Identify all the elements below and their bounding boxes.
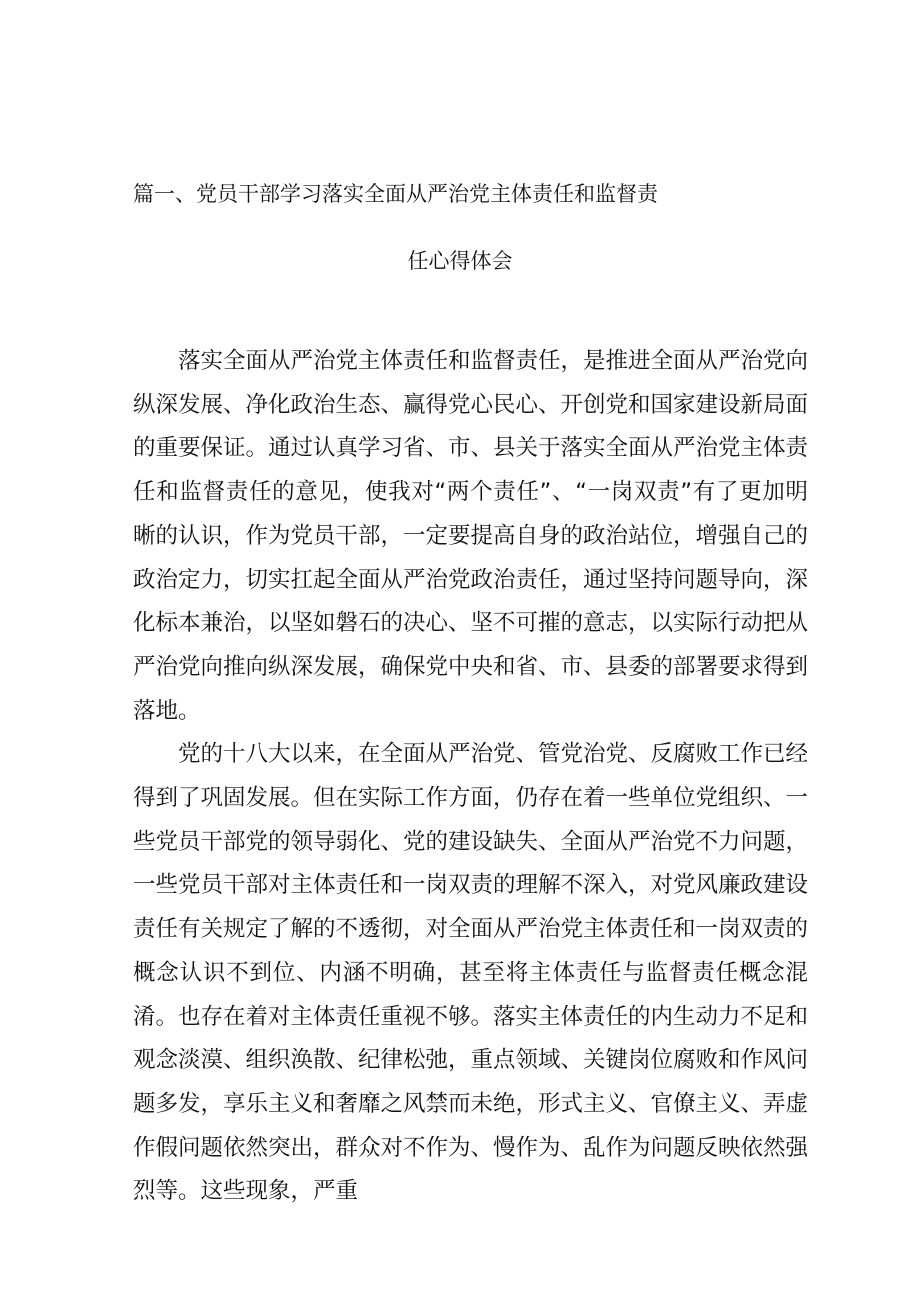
document-body <box>133 340 808 1214</box>
paragraph-1: 落实全面从严治党主体责任和监督责任，是推进全面从严治党向纵深发展、净化政治生态、赢得党心民心、开创党和国家建设新局面的重要保证。通过认真学习省、市、县关于落实全面从严治党主体责任和监督责任的意见，使我对“两个责任”、“一岗双责”有了更加明晰的认识，作为党员干部，一定要提高自身的政治站位，增强自己的政治定力，切实扛起全面从严治党政治责任，通过坚持问题导向，深化标本兼治，以坚如磐石的决心、坚不可摧的意志，以实际行动把从严治党向推向纵深发展，确保党中央和省、市、县委的部署要求得到落地。 <box>133 348 809 724</box>
document-title-line-1: 篇一、党员干部学习落实全面从严治党主体责任和监督责 <box>133 182 658 206</box>
paragraph-2: 党的十八大以来，在全面从严治党、管党治党、反腐败工作已经得到了巩固发展。但在实际工作方面，仍存在着一些单位党组织、一些党员干部党的领导弱化、党的建设缺失、全面从严治党不力问题，一些党员干部对主体责任和一岗双责的理解不深入，对党风廉政建设责任有关规定了解的不透彻，对全面从严治党主体责任和一岗双责的概念认识不到位、内涵不明确，甚至将主体责任与监督责任概念混淆。也存在着对主体责任重视不够。落实主体责任的内生动力不足和观念淡漠、组织涣散、纪律松弛，重点领域、关键岗位腐败和作风问题多发，享乐主义和奢靡之风禁而未绝，形式主义、官僚主义、弄虚作假问题依然突出，群众对不作为、慢作为、乱作为问题反映依然强烈等。这些现象，严重 <box>133 741 809 1205</box>
document-title-line-2: 任心得体会 <box>407 249 513 273</box>
